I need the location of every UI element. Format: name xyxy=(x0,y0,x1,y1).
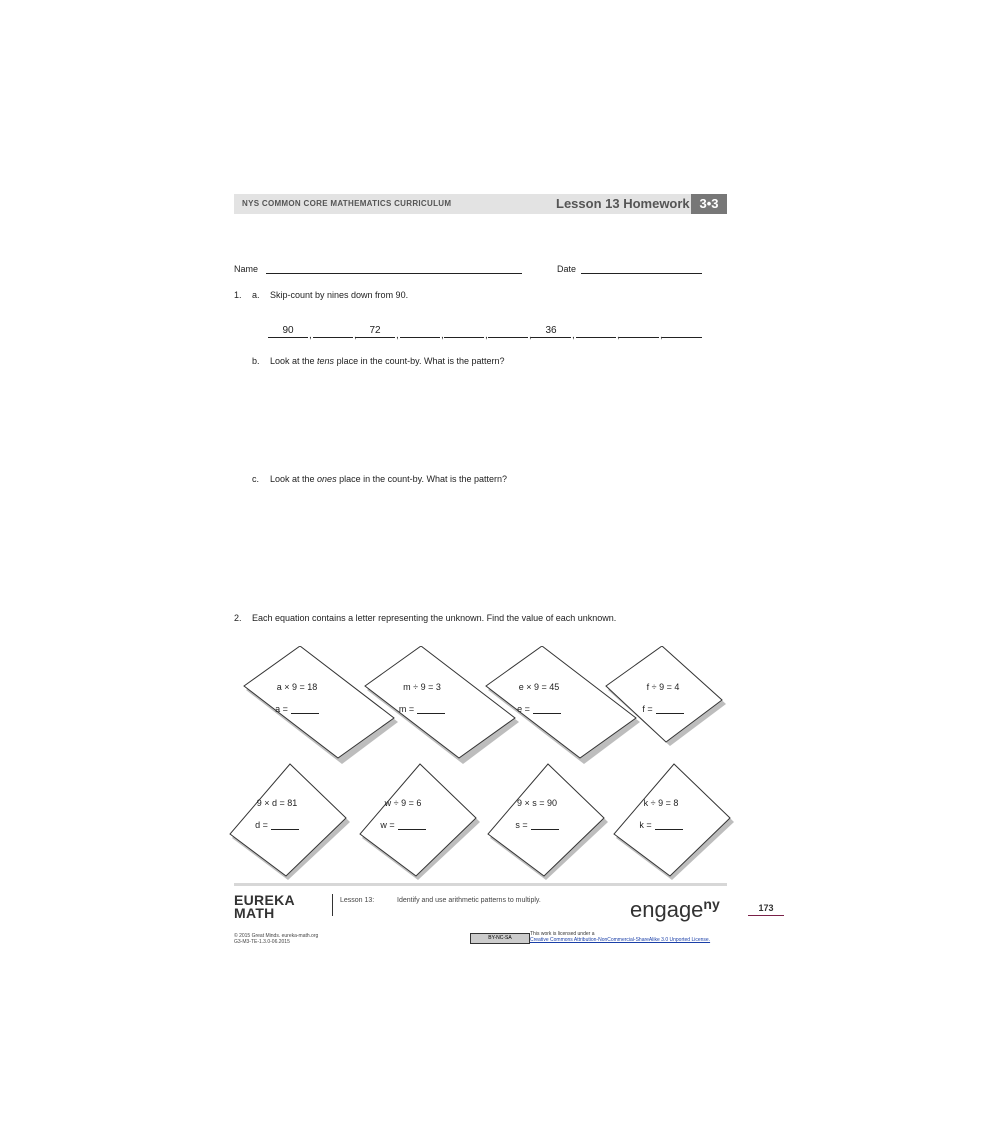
comma: , xyxy=(485,330,488,341)
problem-2-text: Each equation contains a letter representing the unknown. Find the value of each unknown. xyxy=(252,613,617,623)
comma: , xyxy=(660,330,663,341)
license-link[interactable]: Creative Commons Attribution-NonCommercial-ShareAlike 3.0 Unported License. xyxy=(530,937,711,943)
footer-separator xyxy=(332,894,333,916)
problem-1a-label: a. xyxy=(252,290,260,300)
skip-count-blank-1[interactable]: 90 xyxy=(268,325,308,338)
comma: , xyxy=(441,330,444,341)
card-equation: k ÷ 9 = 8 xyxy=(643,798,679,808)
card-answer[interactable]: f = xyxy=(618,704,708,714)
skip-count-blank-7[interactable]: 36 xyxy=(531,325,571,338)
eureka-math-logo: EUREKA MATH xyxy=(234,892,295,921)
card-answer[interactable]: s = xyxy=(492,820,582,830)
name-field[interactable] xyxy=(266,273,522,274)
footer-divider xyxy=(234,883,727,886)
skip-count-blank-8[interactable] xyxy=(576,325,616,338)
curriculum-title: NYS COMMON CORE MATHEMATICS CURRICULUM xyxy=(242,199,452,208)
skip-count-blank-3[interactable]: 72 xyxy=(355,325,395,338)
footer-lesson-label: Lesson 13: xyxy=(340,897,375,904)
problem-1c-label: c. xyxy=(252,474,260,484)
license-text: This work is licensed under a Creative Commons Attribution-NonCommercial-ShareAlike 3.0 Unported License. xyxy=(530,931,711,943)
skip-count-blank-5[interactable] xyxy=(444,325,484,338)
card-answer[interactable]: k = xyxy=(616,820,706,830)
card-answer[interactable]: a = xyxy=(252,704,342,714)
comma: , xyxy=(354,330,357,341)
date-label: Date xyxy=(557,264,577,274)
equation-card xyxy=(612,762,768,886)
skip-count-blank-10[interactable] xyxy=(662,325,702,338)
page-number: 173 xyxy=(748,903,784,916)
problem-1a-text: Skip-count by nines down from 90. xyxy=(270,290,409,300)
card-answer[interactable]: w = xyxy=(358,820,448,830)
card-equation: w ÷ 9 = 6 xyxy=(384,798,422,808)
card-answer[interactable]: e = xyxy=(494,704,584,714)
comma: , xyxy=(529,330,532,341)
engageny-logo: engage$^{ny}$ xyxy=(630,896,720,922)
skip-count-blank-4[interactable] xyxy=(400,325,440,338)
card-equation: f ÷ 9 = 4 xyxy=(646,682,680,692)
grade-module-badge: 3•3 xyxy=(691,194,727,214)
comma: , xyxy=(572,330,575,341)
problem-1c-text: Look at the ones place in the count-by. What is the pattern? xyxy=(270,474,508,484)
lesson-title: Lesson 13 Homework xyxy=(556,196,690,211)
card-equation: 9 × s = 90 xyxy=(516,798,558,808)
comma: , xyxy=(396,330,399,341)
comma: , xyxy=(309,330,312,341)
card-answer[interactable]: m = xyxy=(377,704,467,714)
copyright: © 2015 Great Minds. eureka-math.org G3-M3-TE-1.3.0-06.2015 xyxy=(234,933,319,945)
card-equation: 9 × d = 81 xyxy=(256,798,298,808)
card-equation: a × 9 = 18 xyxy=(276,682,318,692)
skip-count-blank-9[interactable] xyxy=(619,325,659,338)
card-equation: e × 9 = 45 xyxy=(518,682,560,692)
date-field[interactable] xyxy=(581,273,702,274)
problem-1-number: 1. xyxy=(234,290,242,300)
card-equation: m ÷ 9 = 3 xyxy=(403,682,441,692)
skip-count-blank-6[interactable] xyxy=(488,325,528,338)
problem-1b-text: Look at the tens place in the count-by. What is the pattern? xyxy=(270,356,505,366)
card-answer[interactable]: d = xyxy=(232,820,322,830)
problem-1b-label: b. xyxy=(252,356,260,366)
cc-license-icon: BY-NC-SA xyxy=(470,933,530,944)
equation-card xyxy=(604,646,760,770)
footer-lesson-desc: Identify and use arithmetic patterns to multiply. xyxy=(397,897,541,904)
comma: , xyxy=(617,330,620,341)
skip-count-blank-2[interactable] xyxy=(313,325,353,338)
name-label: Name xyxy=(234,264,259,274)
problem-2-number: 2. xyxy=(234,613,242,623)
